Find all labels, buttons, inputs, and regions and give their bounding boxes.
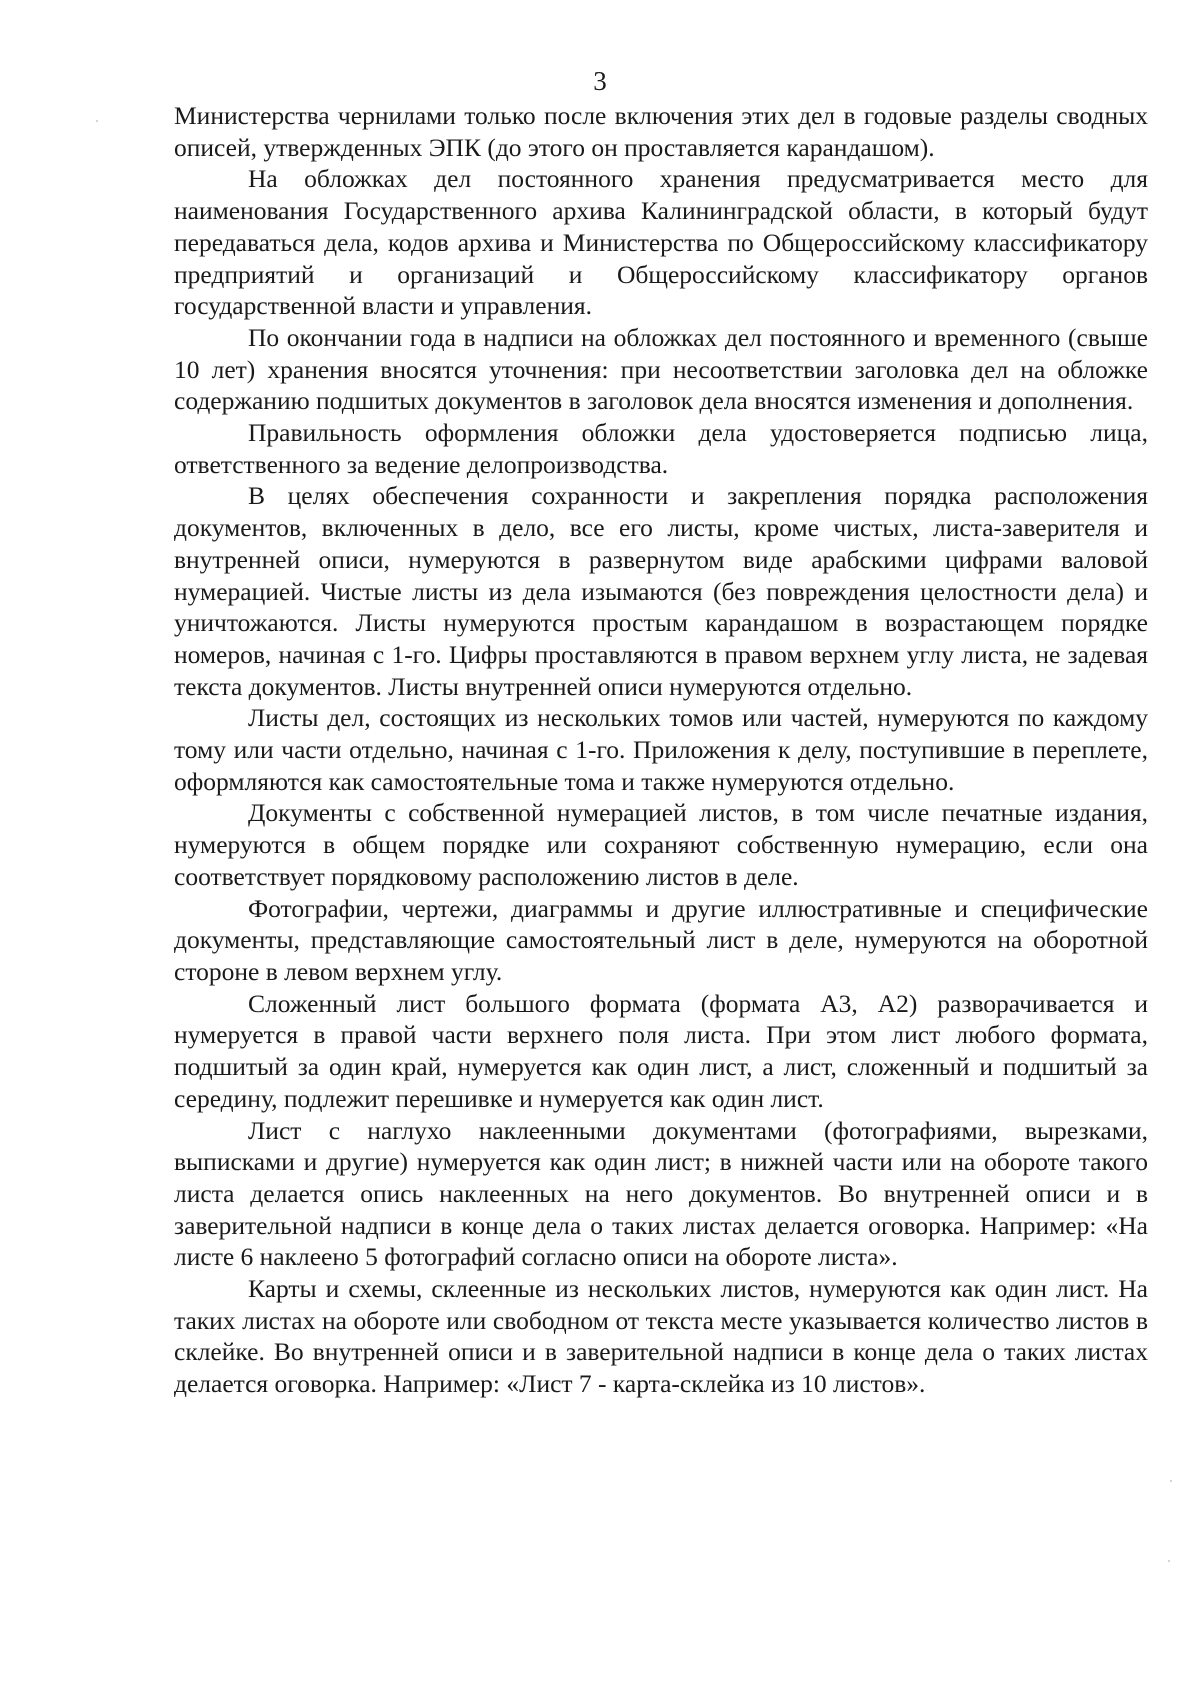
paragraph-illustrations: Фотографии, чертежи, диаграммы и другие иллюстративные и специфические документы, представляющие самостоятельный лист в деле, нумеруются на оборотной стороне в левом верхнем углу. <box>174 893 1148 986</box>
paragraph-continuation: Министерства чернилами только после включения этих дел в годовые разделы сводных описей, утвержденных ЭПК (до этого он проставляется карандашом). <box>174 101 1148 162</box>
paragraph-cover-archive-name: На обложках дел постоянного хранения предусматривается место для наименования Государственного архива Калининградской области, в который будут передаваться дела, кодов архива и Министерства по Общероссийскому классификатору предприятий и организаций и Общероссийскому классификатору органов государственной власти и управления. <box>174 164 1148 321</box>
scan-speck <box>96 120 98 122</box>
paragraph-large-format: Сложенный лист большого формата (формата А3, А2) разворачивается и нумеруется в правой части верхнего поля листа. При этом лист любого формата, подшитый за один край, нумеруется как один лист, а лист, сложенный и подшитый за середину, подлежит перешивке и нумеруется как один лист. <box>174 988 1148 1113</box>
page-number: 3 <box>593 66 607 96</box>
paragraph-year-end-corrections: По окончании года в надписи на обложках дел постоянного и временного (свыше 10 лет) хранения вносятся уточнения: при несоответствии заголовка дел на обложке содержанию подшитых документов в заголовок дела вносятся изменения и дополнения. <box>174 322 1148 416</box>
paragraph-cover-signature: Правильность оформления обложки дела удостоверяется подписью лица, ответственного за ведение делопроизводства. <box>174 418 1148 479</box>
paragraph-own-numbering: Документы с собственной нумерацией листов, в том числе печатные издания, нумеруются в общем порядке или сохраняют собственную нумерацию, если она соответствует порядковому расположению листов в деле. <box>174 798 1148 891</box>
paragraph-sheet-numbering: В целях обеспечения сохранности и закрепления порядка расположения документов, включенных в дело, все его листы, кроме чистых, листа-заверителя и внутренней описи, нумеруются в развернутом виде арабскими цифрами валовой нумерацией. Чистые листы из дела изымаются (без повреждения целостности дела) и уничтожаются. Листы нумеруются простым карандашом в возрастающем порядке номеров, начиная с 1-го. Цифры проставляются в правом верхнем углу листа, не задевая текста документов. Листы внутренней описи нумеруются отдельно. <box>174 481 1148 701</box>
document-body <box>174 100 1148 1400</box>
paragraph-glued-documents: Лист с наглухо наклеенными документами (фотографиями, вырезками, выписками и другие) нумеруется как один лист; в нижней части или на обороте такого листа делается опись наклеенных на него документов. Во внутренней описи и в заверительной надписи в конце дела о таких листах делается оговорка. Например: «На листе 6 наклеено 5 фотографий согласно описи на обороте листа». <box>174 1115 1148 1272</box>
scan-speck <box>1170 1480 1172 1482</box>
paragraph-volumes-numbering: Листы дел, состоящих из нескольких томов или частей, нумеруются по каждому тому или части отдельно, начиная с 1-го. Приложения к делу, поступившие в переплете, оформляются как самостоятельные тома и также нумеруются отдельно. <box>174 703 1148 796</box>
paragraph-maps-schemes: Карты и схемы, склеенные из нескольких листов, нумеруются как один лист. На таких листах на обороте или свободном от текста месте указывается количество листов в склейке. Во внутренней описи и в заверительной надписи в конце дела о таких листах делается оговорка. Например: «Лист 7 - карта-склейка из 10 листов». <box>174 1274 1148 1399</box>
scan-speck <box>1168 1560 1170 1562</box>
